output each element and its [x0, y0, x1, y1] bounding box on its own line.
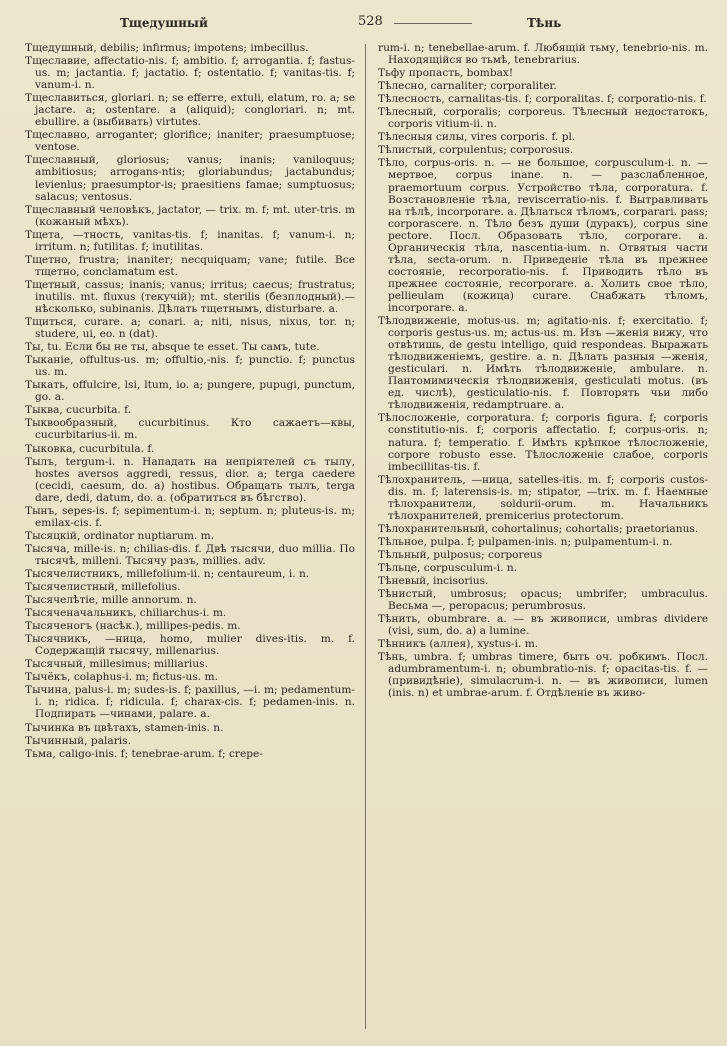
- dictionary-entry: Тѣнь, umbra. f; umbras timere, быть оч. робкимъ. Посл. adumbramentum-i. n; obumbratio-nis. f; opacitas-tis. f. — (привидѣніе), simulacrum-i. n. — въ живописи, lumen (inis. n) et umbrae-arum. f. Отдѣленіе въ живо-: [378, 651, 708, 700]
- dictionary-entry: Тѣлохранительный, cohortalinus; cohortalis; praetorianus.: [378, 522, 699, 535]
- dictionary-entry: Тщеславный, gloriosus; vanus; inanis; vaniloquus; ambitiosus; arrogans-ntis; gloriabundus; jactabundus; levienlus; praesumptor-is; praesitiens famae; sumptuosus; salacus; ventosus.: [25, 154, 355, 203]
- dictionary-entry: Тщеславный человѣкъ, jactator, — trix. m. f; mt. uter-tris. m (кожаный мѣхъ).: [25, 203, 355, 228]
- dictionary-entry: Тычёкъ, colaphus-i. m; fictus-us. m.: [25, 671, 218, 684]
- dictionary-entry: Тѣлосложеніе, corporatura. f; corporis figura. f; corporis constitutio-nis. f; corporis affectatio. f; corpus-oris. n; natura. f; temperatio. f. Имѣть крѣпкое тѣлосложеніе, corpore robusto esse. Тѣлосложеніе слабое, corporis imbecillitas-tis. f.: [378, 412, 708, 473]
- dictionary-entry: Тѣнистый, umbrosus; opacus; umbrifer; umbraculus. Весьма —, peropacus; perumbrosus.: [378, 588, 708, 613]
- dictionary-entry: Тѣлистый, corpulentus; corporosus.: [378, 144, 574, 157]
- column-divider: [365, 44, 366, 1029]
- dictionary-entry: Тѣневый, incisorius.: [378, 575, 489, 588]
- dictionary-entry: Тысячникъ, —ница, homo, mulier dives-itis. m. f. Содержащій тысячу, millenarius.: [25, 633, 355, 658]
- dictionary-entry: Тѣнить, obumbrare. a. — въ живописи, umbras dividere (visi, sum, do. a) a lumine.: [378, 613, 708, 638]
- dictionary-entry: Тѣнникъ (аллея), xystus-i. m.: [378, 638, 539, 651]
- dictionary-entry: Тѣлесный, corporalis; corporeus. Тѣлесный недостатокъ, corporis vitium-ii. n.: [378, 106, 708, 131]
- dictionary-entry: Тысяцкій, ordinator nuptiarum. m.: [25, 529, 215, 542]
- running-head-right: Тѣнь: [527, 16, 562, 30]
- dictionary-entry: Тьфу пропасть, bombax!: [378, 67, 514, 80]
- dictionary-entry: Тысячный, millesimus; milliarius.: [25, 658, 208, 671]
- dictionary-entry: Тысяченогъ (насѣк.), millipes-pedis. m.: [25, 620, 241, 633]
- dictionary-entry: Тѣлесно, carnaliter; corporaliter.: [378, 80, 557, 93]
- running-head-left: Тщедушный: [120, 16, 208, 30]
- dictionary-entry: Тыковка, cucurbitula. f.: [25, 442, 155, 455]
- dictionary-entry: Тыква, cucurbita. f.: [25, 404, 132, 417]
- dictionary-entry: Тщедушный, debilis; infirmus; impotens; imbecillus.: [25, 42, 309, 54]
- dictionary-entry: Тыкать, offulcire, lsi, ltum, io. a; pungere, pupugi, punctum, go. a.: [25, 379, 355, 404]
- dictionary-entry: Тыканіе, offultus-us. m; offultio,-nis. f; punctio. f; punctus us. m.: [25, 354, 355, 379]
- dictionary-entry: Тѣлодвиженіе, motus-us. m; agitatio-nis. f; exercitatio. f; corporis gestus-us. m; actus-us. m. Изъ —женія вижу, что отвѣтишь, de gestu intelligo, quid respondeas. Выражать тѣлодвиженіемъ, gestire. a. n. Дѣлать разныя —женія, gesticulari. n. Имѣть тѣлодвиженіе, ambulare. n. Пантомимическія тѣлодвиженія, gesticulati motus. (въ ед. числѣ), gesticulatio-nis. f. Повторять чьи либо тѣлодвиженія, redamptruare. a.: [378, 315, 708, 412]
- dictionary-entry: Тычина, palus-i. m; sudes-is. f; paxillus, —i. m; pedamentum-i. n; ridica. f; ridicula. f; charax-cis. f; pedamen-inis. n. Подпирать —чинами, palare. a.: [25, 684, 355, 721]
- right-column: [378, 42, 708, 1032]
- dictionary-entry: Тысячелистникъ, millefolium-ii. n; centaureum, i. n.: [25, 567, 310, 580]
- header-rule: [394, 23, 472, 24]
- dictionary-entry: Тщеславно, arroganter; glorifice; inaniter; praesumptuose; ventose.: [25, 129, 355, 154]
- page-header: [0, 14, 727, 36]
- dictionary-entry: Ты, tu. Если бы не ты, absque te esset. Ты самъ, tute.: [25, 341, 320, 354]
- dictionary-entry: Тщета, —тность, vanitas-tis. f; inanitas. f; vanum-i. n; irritum. n; futilitas. f; inutilitas.: [25, 228, 355, 253]
- dictionary-entry: Тѣльце, corpusculum-i. n.: [378, 561, 518, 574]
- dictionary-entry: Тылъ, tergum-i. n. Нападать на непріятелей съ тылу, hostes aversos aggredi, ressus, dior. a; terga caedere (cecidi, caesum, do. a) hostibus. Обращать тылъ, terga dare, dedi, datum, do. a. (обратиться въ бѣгство).: [25, 455, 355, 504]
- page-number: 528: [358, 14, 383, 29]
- dictionary-entry: Тыквообразный, cucurbitinus. Кто сажаетъ—квы, cucurbitarius-ii. m.: [25, 417, 355, 442]
- dictionary-entry: Тысячелистный, millefolius.: [25, 581, 181, 594]
- dictionary-entry: Тщетно, frustra; inaniter; necquiquam; vane; futile. Все тщетно, conclamatum est.: [25, 253, 355, 278]
- dictionary-entry: Тысяченачальникъ, chiliarchus-i. m.: [25, 607, 227, 620]
- dictionary-entry: Тѣло, corpus-oris. n. — не большое, corpusculum-i. n. — мертвое, corpus inane. n. — разслабленное, praemortuum corpus. Устройство тѣла, corporatura. f. Возстановленіе тѣла, reviscerratio-nis. f. Вытравливать на тѣлѣ, incorporare. a. Дѣлаться тѣломъ, corparari. pass; corporascere. n. Тѣло безъ души (дуракъ), corpus sine pectore. Посл. Образовать тѣло, corporare. a. Органическія тѣла, nascentia-ium. n. Отвятыя части тѣла, secta-orum. n. Приведеніе тѣла въ прежнее состояніе, recorporatio-nis. f. Приводить тѣло въ прежнее состояніе, recorporare. a. Холить свое тѣло, pellieulam (кожица) curare. Снабжать тѣломъ, incorporare. a.: [378, 157, 708, 314]
- dictionary-entry: Тысячелѣтіе, mille annorum. n.: [25, 594, 197, 607]
- dictionary-entry: Тѣлохранитель, —ница, satelles-itis. m. f; corporis custos-dis. m. f; laterensis-is. m; stipator, —trix. m. f. Наемные тѣлохранители, soldurii-orum. m. Начальникъ тѣлохранителей, premicerius protectorum.: [378, 473, 708, 522]
- dictionary-entry: rum-i. n; tenebellae-arum. f. Любящій тьму, tenebrio-nis. m. Находящійся во тьмѣ, tenebrarius.: [378, 42, 708, 67]
- dictionary-entry: Тщеславиться, gloriari. n; se efferre, extuli, elatum, ro. a; se jactare. a; ostentare. a (aliquid); congloriari. n; mt. ebullire. a (выбивать) virtutes.: [25, 92, 355, 129]
- dictionary-entry: Тычинка въ цвѣтахъ, stamen-inis. n.: [25, 721, 224, 734]
- dictionary-entry: Тьма, caligo-inis. f; tenebrae-arum. f; crepe-: [25, 747, 263, 760]
- dictionary-entry: Тщеславие, affectatio-nis. f; ambitio. f; arrogantia. f; fastus-us. m; jactantia. f; jactatio. f; ostentatio. f; vanitas-tis. f; vanum-i. n.: [25, 55, 355, 92]
- dictionary-entry: Тѣльный, pulposus; corporeus: [378, 548, 543, 561]
- dictionary-entry: Тычинный, palaris.: [25, 734, 131, 747]
- dictionary-entry: Тщетный, cassus; inanis; vanus; irritus; caecus; frustratus; inutilis. mt. fluxus (текучій); mt. sterilis (безплодный).—нѣсколько, subinanis. Дѣлать тщетнымъ, disturbare. a.: [25, 278, 355, 315]
- dictionary-entry: Тѣлесность, carnalitas-tis. f; corporalitas. f; corporatio-nis. f.: [378, 93, 707, 106]
- dictionary-entry: Тысяча, mille-is. n; chilias-dis. f. Двѣ тысячи, duo millia. По тысячѣ, milleni. Тысячу разъ, millies. adv.: [25, 542, 355, 567]
- left-column: [25, 42, 355, 1032]
- dictionary-entry: Тщиться, curare. a; conari. a; niti, nisus, nixus, tor. n; studere, ui, eo. n (dat).: [25, 316, 355, 341]
- dictionary-entry: Тѣлесныя силы, vires corporis. f. pl.: [378, 131, 576, 144]
- dictionary-entry: Тынъ, sepes-is. f; sepimentum-i. n; septum. n; pluteus-is. m; emilax-cis. f.: [25, 504, 355, 529]
- dictionary-entry: Тѣльное, pulpa. f; pulpamen-inis. n; pulpamentum-i. n.: [378, 535, 673, 548]
